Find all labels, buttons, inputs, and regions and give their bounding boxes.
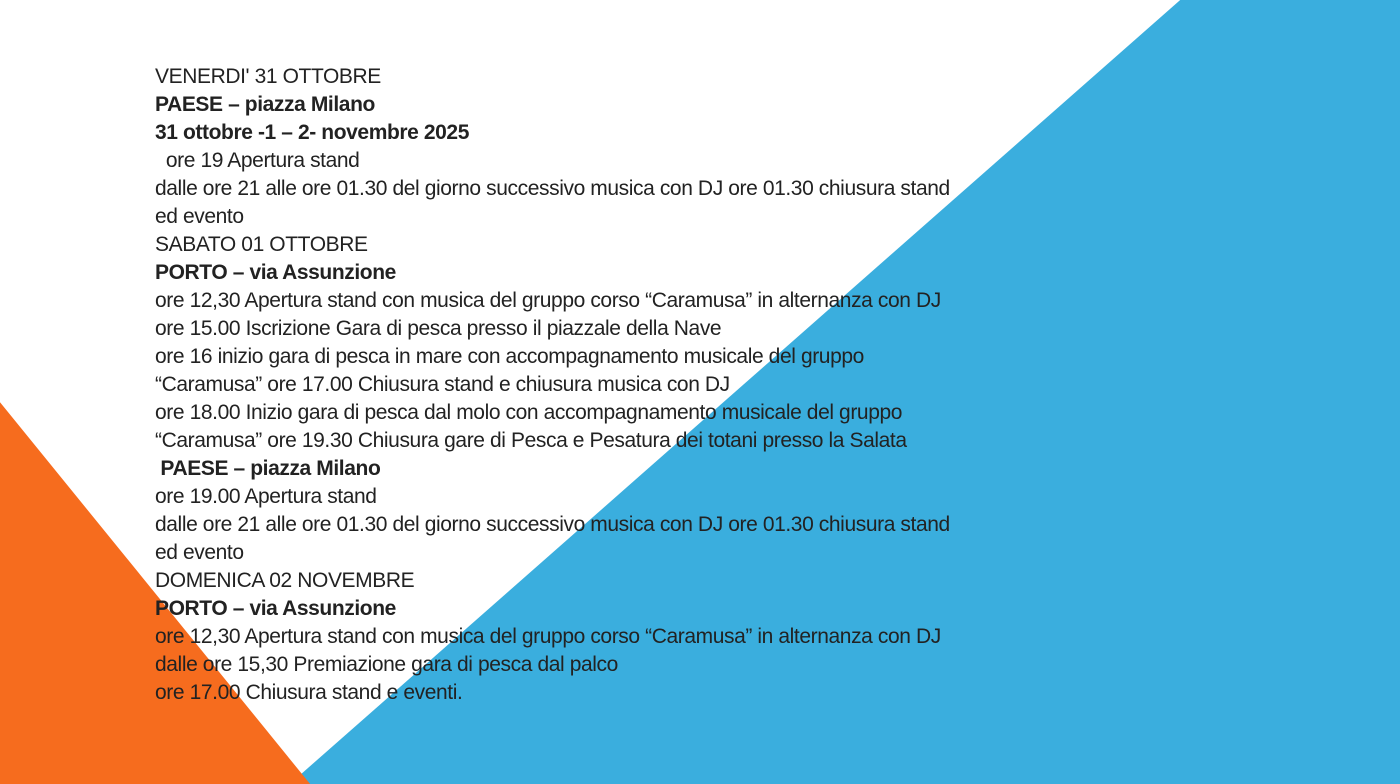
program-line: ore 19.00 Apertura stand — [155, 485, 377, 508]
program-line: ore 17.00 Chiusura stand e eventi. — [155, 681, 463, 704]
program-line: ore 19 Apertura stand — [155, 149, 360, 172]
program-line: PORTO – via Assunzione — [155, 261, 396, 284]
program-line: ore 15.00 Iscrizione Gara di pesca presso il piazzale della Nave — [155, 317, 722, 340]
program-line: ore 18.00 Inizio gara di pesca dal molo con accompagnamento musicale del gruppo — [155, 401, 903, 424]
event-program — [155, 63, 950, 707]
program-line: 31 ottobre -1 – 2- novembre 2025 — [155, 121, 469, 144]
program-line: VENERDI' 31 OTTOBRE — [155, 65, 381, 88]
program-line: PAESE – piazza Milano — [155, 457, 381, 480]
program-line: ore 16 inizio gara di pesca in mare con accompagnamento musicale del gruppo — [155, 345, 864, 368]
program-line: ed evento — [155, 205, 244, 228]
program-line: dalle ore 21 alle ore 01.30 del giorno successivo musica con DJ ore 01.30 chiusura stand — [155, 177, 950, 200]
program-line: DOMENICA 02 NOVEMBRE — [155, 569, 415, 592]
program-line: PAESE – piazza Milano — [155, 93, 375, 116]
program-line: “Caramusa” ore 19.30 Chiusura gare di Pesca e Pesatura dei totani presso la Salata — [155, 429, 907, 452]
program-line: SABATO 01 OTTOBRE — [155, 233, 368, 256]
program-line: ore 12,30 Apertura stand con musica del gruppo corso “Caramusa” in alternanza con DJ — [155, 289, 941, 312]
program-line: ed evento — [155, 541, 244, 564]
program-line: ore 12,30 Apertura stand con musica del gruppo corso “Caramusa” in alternanza con DJ — [155, 625, 941, 648]
program-line: “Caramusa” ore 17.00 Chiusura stand e chiusura musica con DJ — [155, 373, 730, 396]
program-line: PORTO – via Assunzione — [155, 597, 396, 620]
program-line: dalle ore 21 alle ore 01.30 del giorno successivo musica con DJ ore 01.30 chiusura stand — [155, 513, 950, 536]
program-line: dalle ore 15,30 Premiazione gara di pesca dal palco — [155, 653, 618, 676]
